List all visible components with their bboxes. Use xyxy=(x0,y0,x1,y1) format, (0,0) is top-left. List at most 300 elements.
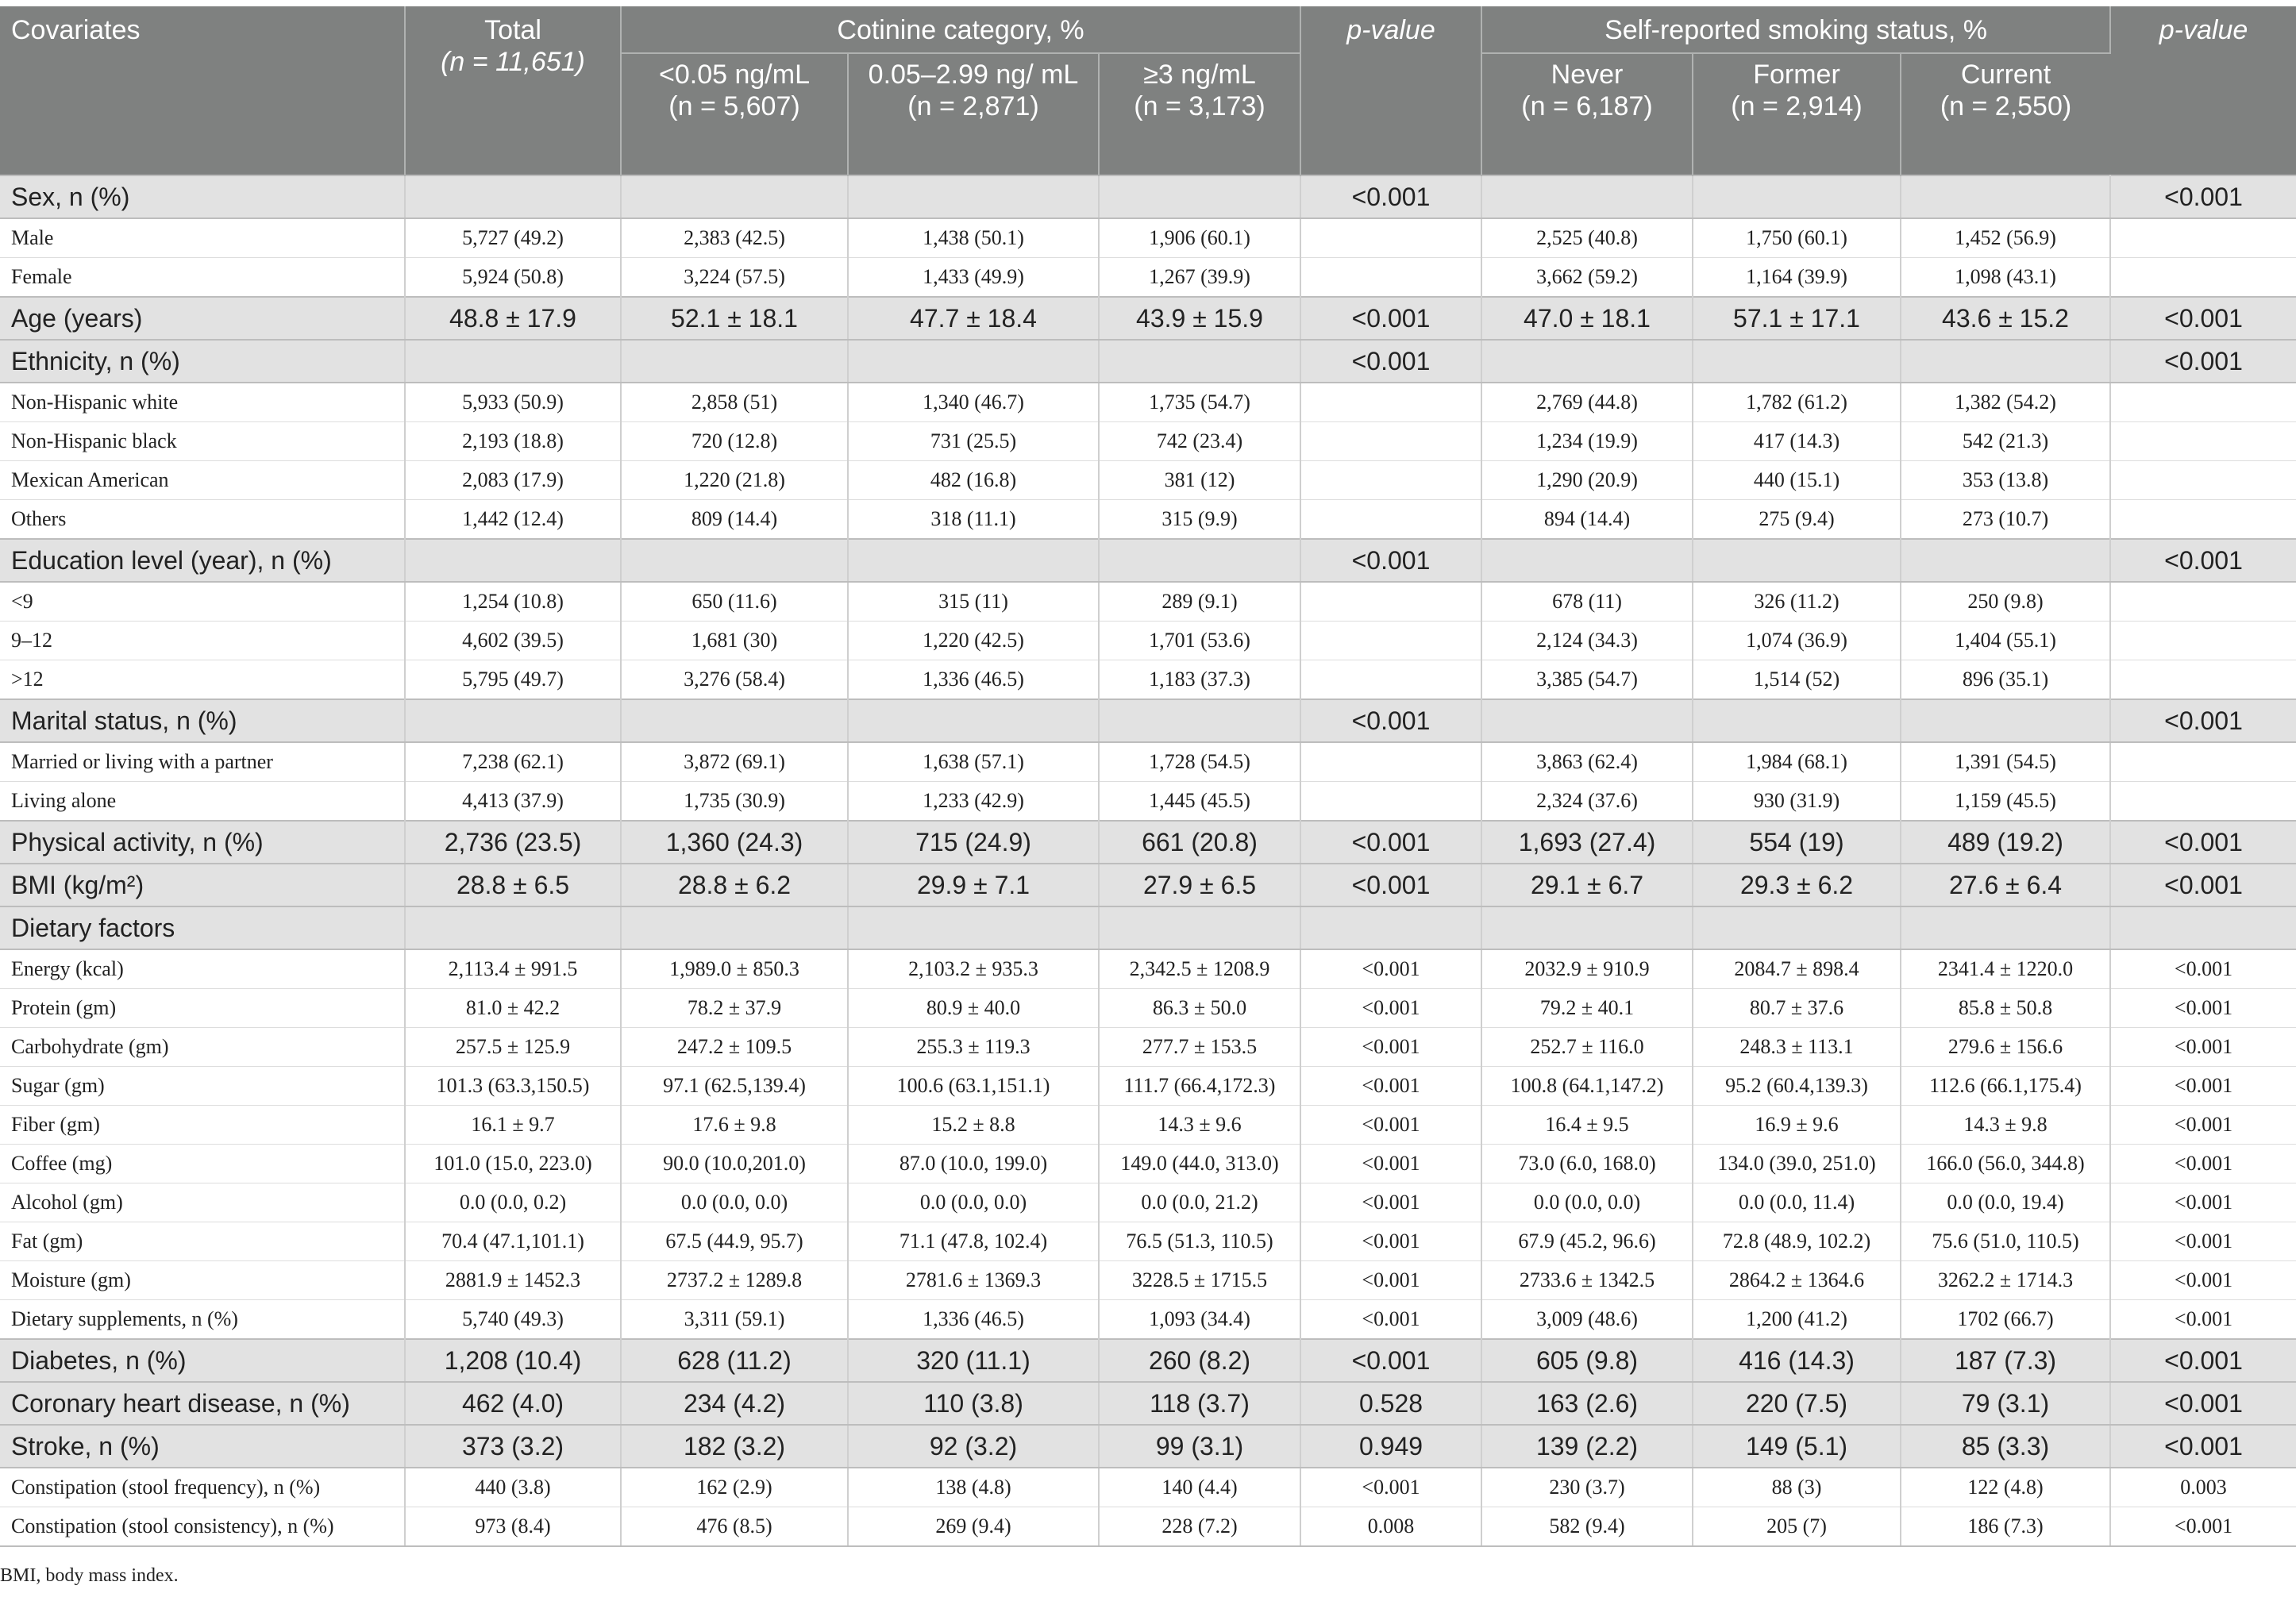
cell-former: 416 (14.3) xyxy=(1693,1339,1901,1382)
cell-covariate: Coronary heart disease, n (%) xyxy=(0,1382,405,1425)
table-row xyxy=(0,383,2296,422)
cell-cotinine-low xyxy=(621,699,848,742)
table-row xyxy=(0,742,2296,782)
table-row xyxy=(0,989,2296,1028)
cell-cotinine-high: 1,701 (53.6) xyxy=(1099,622,1300,660)
cell-pvalue-cotinine: 0.949 xyxy=(1300,1425,1481,1468)
cell-never: 1,290 (20.9) xyxy=(1481,461,1693,500)
cell-covariate: Constipation (stool frequency), n (%) xyxy=(0,1468,405,1507)
cell-pvalue-smoking: <0.001 xyxy=(2110,1507,2296,1547)
cell-covariate: Female xyxy=(0,258,405,298)
cell-cotinine-low: 1,735 (30.9) xyxy=(621,782,848,822)
cell-former xyxy=(1693,340,1901,383)
cell-pvalue-smoking: <0.001 xyxy=(2110,699,2296,742)
cell-cotinine-low: 2,858 (51) xyxy=(621,383,848,422)
cell-pvalue-smoking: <0.001 xyxy=(2110,1425,2296,1468)
cell-cotinine-high: 43.9 ± 15.9 xyxy=(1099,297,1300,340)
cell-cotinine-low: 476 (8.5) xyxy=(621,1507,848,1547)
table-footnote: BMI, body mass index. xyxy=(0,1565,179,1586)
cell-never xyxy=(1481,699,1693,742)
cell-total: 2,083 (17.9) xyxy=(405,461,621,500)
cell-never: 230 (3.7) xyxy=(1481,1468,1693,1507)
cell-former: 440 (15.1) xyxy=(1693,461,1901,500)
cell-cotinine-mid xyxy=(848,699,1099,742)
cell-cotinine-low: 182 (3.2) xyxy=(621,1425,848,1468)
cell-cotinine-mid xyxy=(848,539,1099,582)
cell-total xyxy=(405,699,621,742)
cell-total: 2,113.4 ± 991.5 xyxy=(405,949,621,989)
cell-cotinine-mid xyxy=(848,906,1099,949)
cell-total xyxy=(405,175,621,218)
cell-cotinine-high xyxy=(1099,699,1300,742)
table-row xyxy=(0,906,2296,949)
cell-current xyxy=(1901,340,2110,383)
cell-cotinine-low: 28.8 ± 6.2 xyxy=(621,864,848,906)
cell-total: 70.4 (47.1,101.1) xyxy=(405,1222,621,1261)
cell-covariate: <9 xyxy=(0,582,405,622)
cell-current: 122 (4.8) xyxy=(1901,1468,2110,1507)
cell-cotinine-mid: 1,433 (49.9) xyxy=(848,258,1099,298)
cell-former: 72.8 (48.9, 102.2) xyxy=(1693,1222,1901,1261)
cell-cotinine-mid: 1,233 (42.9) xyxy=(848,782,1099,822)
cell-cotinine-mid: 92 (3.2) xyxy=(848,1425,1099,1468)
cell-current: 112.6 (66.1,175.4) xyxy=(1901,1067,2110,1106)
cell-current: 1,159 (45.5) xyxy=(1901,782,2110,822)
cell-pvalue-cotinine xyxy=(1300,258,1481,298)
cell-pvalue-cotinine xyxy=(1300,461,1481,500)
cell-cotinine-mid: 269 (9.4) xyxy=(848,1507,1099,1547)
table-row xyxy=(0,1145,2296,1183)
header-current-n: (n = 2,550) xyxy=(1940,91,2072,121)
cell-total: 81.0 ± 42.2 xyxy=(405,989,621,1028)
cell-never: 2,324 (37.6) xyxy=(1481,782,1693,822)
cell-covariate: Protein (gm) xyxy=(0,989,405,1028)
cell-former: 275 (9.4) xyxy=(1693,500,1901,540)
cell-cotinine-low: 650 (11.6) xyxy=(621,582,848,622)
cell-cotinine-high: 315 (9.9) xyxy=(1099,500,1300,540)
cell-pvalue-smoking xyxy=(2110,461,2296,500)
cell-covariate: Education level (year), n (%) xyxy=(0,539,405,582)
cell-cotinine-mid: 87.0 (10.0, 199.0) xyxy=(848,1145,1099,1183)
table-row xyxy=(0,340,2296,383)
cell-cotinine-high: 2,342.5 ± 1208.9 xyxy=(1099,949,1300,989)
cell-current: 166.0 (56.0, 344.8) xyxy=(1901,1145,2110,1183)
cell-never: 678 (11) xyxy=(1481,582,1693,622)
cell-current xyxy=(1901,699,2110,742)
table-row xyxy=(0,1468,2296,1507)
cell-covariate: Carbohydrate (gm) xyxy=(0,1028,405,1067)
cell-cotinine-low: 3,276 (58.4) xyxy=(621,660,848,700)
cell-pvalue-smoking: <0.001 xyxy=(2110,175,2296,218)
cell-cotinine-mid: 29.9 ± 7.1 xyxy=(848,864,1099,906)
cell-covariate: Age (years) xyxy=(0,297,405,340)
cell-current xyxy=(1901,906,2110,949)
cell-cotinine-low: 234 (4.2) xyxy=(621,1382,848,1425)
table-row xyxy=(0,258,2296,298)
cell-covariate: Married or living with a partner xyxy=(0,742,405,782)
cell-covariate: Male xyxy=(0,218,405,258)
cell-pvalue-smoking xyxy=(2110,422,2296,461)
cell-pvalue-cotinine: <0.001 xyxy=(1300,864,1481,906)
cell-total: 440 (3.8) xyxy=(405,1468,621,1507)
cell-former xyxy=(1693,699,1901,742)
cell-cotinine-low: 720 (12.8) xyxy=(621,422,848,461)
cell-cotinine-mid: 318 (11.1) xyxy=(848,500,1099,540)
cell-cotinine-high: 277.7 ± 153.5 xyxy=(1099,1028,1300,1067)
cell-cotinine-mid: 138 (4.8) xyxy=(848,1468,1099,1507)
cell-covariate: Moisture (gm) xyxy=(0,1261,405,1300)
cell-never: 252.7 ± 116.0 xyxy=(1481,1028,1693,1067)
table-row xyxy=(0,949,2296,989)
cell-cotinine-mid: 0.0 (0.0, 0.0) xyxy=(848,1183,1099,1222)
cell-pvalue-smoking xyxy=(2110,782,2296,822)
cell-never: 163 (2.6) xyxy=(1481,1382,1693,1425)
cell-covariate: Non-Hispanic white xyxy=(0,383,405,422)
cell-never: 100.8 (64.1,147.2) xyxy=(1481,1067,1693,1106)
cell-never xyxy=(1481,906,1693,949)
cell-total: 5,924 (50.8) xyxy=(405,258,621,298)
cell-pvalue-smoking: <0.001 xyxy=(2110,949,2296,989)
cell-pvalue-smoking xyxy=(2110,742,2296,782)
cell-covariate: Dietary supplements, n (%) xyxy=(0,1300,405,1340)
table-row xyxy=(0,297,2296,340)
cell-cotinine-high: 1,735 (54.7) xyxy=(1099,383,1300,422)
cell-pvalue-cotinine: <0.001 xyxy=(1300,989,1481,1028)
header-cotinine-mid-n: (n = 2,871) xyxy=(907,91,1039,121)
cell-former: 417 (14.3) xyxy=(1693,422,1901,461)
cell-current: 273 (10.7) xyxy=(1901,500,2110,540)
cell-covariate: Marital status, n (%) xyxy=(0,699,405,742)
cell-cotinine-mid xyxy=(848,175,1099,218)
cell-cotinine-mid: 315 (11) xyxy=(848,582,1099,622)
cell-never: 2733.6 ± 1342.5 xyxy=(1481,1261,1693,1300)
cell-cotinine-low xyxy=(621,340,848,383)
cell-cotinine-high: 1,728 (54.5) xyxy=(1099,742,1300,782)
cell-current: 85 (3.3) xyxy=(1901,1425,2110,1468)
table-body xyxy=(0,175,2296,1546)
cell-never: 3,385 (54.7) xyxy=(1481,660,1693,700)
cell-cotinine-low: 0.0 (0.0, 0.0) xyxy=(621,1183,848,1222)
table-row xyxy=(0,1222,2296,1261)
cell-cotinine-mid: 715 (24.9) xyxy=(848,821,1099,864)
cell-total xyxy=(405,906,621,949)
header-current-label: Current xyxy=(1960,60,2051,90)
cell-pvalue-smoking: <0.001 xyxy=(2110,297,2296,340)
cell-covariate: 9–12 xyxy=(0,622,405,660)
header-never xyxy=(1481,53,1693,175)
cell-covariate: Non-Hispanic black xyxy=(0,422,405,461)
cell-former: 220 (7.5) xyxy=(1693,1382,1901,1425)
cell-former: 326 (11.2) xyxy=(1693,582,1901,622)
header-cotinine-low-n: (n = 5,607) xyxy=(668,91,800,121)
cell-cotinine-high: 742 (23.4) xyxy=(1099,422,1300,461)
cell-cotinine-low: 1,681 (30) xyxy=(621,622,848,660)
cell-never: 3,662 (59.2) xyxy=(1481,258,1693,298)
cell-covariate: Stroke, n (%) xyxy=(0,1425,405,1468)
cell-current: 1,404 (55.1) xyxy=(1901,622,2110,660)
cell-cotinine-low xyxy=(621,175,848,218)
cell-former xyxy=(1693,175,1901,218)
cell-cotinine-mid: 47.7 ± 18.4 xyxy=(848,297,1099,340)
cell-total: 101.3 (63.3,150.5) xyxy=(405,1067,621,1106)
cell-pvalue-smoking: <0.001 xyxy=(2110,1382,2296,1425)
cell-pvalue-smoking: <0.001 xyxy=(2110,1106,2296,1145)
cell-pvalue-cotinine: <0.001 xyxy=(1300,1261,1481,1300)
cell-cotinine-low: 1,360 (24.3) xyxy=(621,821,848,864)
cell-current: 27.6 ± 6.4 xyxy=(1901,864,2110,906)
table-row xyxy=(0,218,2296,258)
cell-total: 0.0 (0.0, 0.2) xyxy=(405,1183,621,1222)
cell-pvalue-smoking: <0.001 xyxy=(2110,1300,2296,1340)
cell-pvalue-cotinine: <0.001 xyxy=(1300,1028,1481,1067)
header-covariates: Covariates xyxy=(0,6,405,175)
cell-pvalue-smoking: <0.001 xyxy=(2110,340,2296,383)
cell-current: 1702 (66.7) xyxy=(1901,1300,2110,1340)
cell-never: 2,525 (40.8) xyxy=(1481,218,1693,258)
header-cotinine-low xyxy=(621,53,848,175)
cell-current: 250 (9.8) xyxy=(1901,582,2110,622)
cell-never: 2,124 (34.3) xyxy=(1481,622,1693,660)
cell-cotinine-high: 118 (3.7) xyxy=(1099,1382,1300,1425)
cell-pvalue-cotinine xyxy=(1300,582,1481,622)
cell-cotinine-high: 0.0 (0.0, 21.2) xyxy=(1099,1183,1300,1222)
cell-cotinine-mid: 731 (25.5) xyxy=(848,422,1099,461)
cell-current: 353 (13.8) xyxy=(1901,461,2110,500)
cell-never: 582 (9.4) xyxy=(1481,1507,1693,1547)
cell-covariate: Energy (kcal) xyxy=(0,949,405,989)
cell-cotinine-mid: 482 (16.8) xyxy=(848,461,1099,500)
cell-former: 0.0 (0.0, 11.4) xyxy=(1693,1183,1901,1222)
cell-pvalue-cotinine: <0.001 xyxy=(1300,1339,1481,1382)
cell-never: 2032.9 ± 910.9 xyxy=(1481,949,1693,989)
header-cotinine-high xyxy=(1099,53,1300,175)
cell-cotinine-high xyxy=(1099,906,1300,949)
cell-total: 28.8 ± 6.5 xyxy=(405,864,621,906)
cell-total: 257.5 ± 125.9 xyxy=(405,1028,621,1067)
cell-cotinine-low: 1,220 (21.8) xyxy=(621,461,848,500)
cell-current: 1,098 (43.1) xyxy=(1901,258,2110,298)
cell-total: 101.0 (15.0, 223.0) xyxy=(405,1145,621,1183)
cell-total: 2,736 (23.5) xyxy=(405,821,621,864)
cell-cotinine-high: 381 (12) xyxy=(1099,461,1300,500)
cell-total: 1,208 (10.4) xyxy=(405,1339,621,1382)
cell-cotinine-low: 2737.2 ± 1289.8 xyxy=(621,1261,848,1300)
cell-cotinine-low: 247.2 ± 109.5 xyxy=(621,1028,848,1067)
cell-pvalue-cotinine: 0.008 xyxy=(1300,1507,1481,1547)
cell-current xyxy=(1901,175,2110,218)
cell-covariate: Sex, n (%) xyxy=(0,175,405,218)
cell-pvalue-smoking xyxy=(2110,660,2296,700)
cell-pvalue-smoking xyxy=(2110,906,2296,949)
cell-pvalue-smoking xyxy=(2110,622,2296,660)
cell-current: 14.3 ± 9.8 xyxy=(1901,1106,2110,1145)
cell-never: 79.2 ± 40.1 xyxy=(1481,989,1693,1028)
table-row xyxy=(0,622,2296,660)
cell-pvalue-cotinine xyxy=(1300,422,1481,461)
cell-cotinine-mid: 1,336 (46.5) xyxy=(848,1300,1099,1340)
cell-current: 85.8 ± 50.8 xyxy=(1901,989,2110,1028)
cell-current: 489 (19.2) xyxy=(1901,821,2110,864)
table-row xyxy=(0,1106,2296,1145)
cell-cotinine-high: 1,093 (34.4) xyxy=(1099,1300,1300,1340)
cell-pvalue-cotinine: 0.528 xyxy=(1300,1382,1481,1425)
cell-cotinine-high xyxy=(1099,175,1300,218)
table-row xyxy=(0,1028,2296,1067)
cell-pvalue-smoking xyxy=(2110,218,2296,258)
table-row xyxy=(0,660,2296,700)
cell-total: 2,193 (18.8) xyxy=(405,422,621,461)
cell-current: 79 (3.1) xyxy=(1901,1382,2110,1425)
cell-cotinine-low: 67.5 (44.9, 95.7) xyxy=(621,1222,848,1261)
cell-cotinine-high: 289 (9.1) xyxy=(1099,582,1300,622)
cell-cotinine-low: 3,224 (57.5) xyxy=(621,258,848,298)
cell-cotinine-mid: 1,340 (46.7) xyxy=(848,383,1099,422)
header-total-n: (n = 11,651) xyxy=(441,47,585,77)
cell-pvalue-cotinine: <0.001 xyxy=(1300,1222,1481,1261)
cell-pvalue-smoking: <0.001 xyxy=(2110,1261,2296,1300)
header-never-label: Never xyxy=(1551,60,1624,90)
cell-pvalue-smoking xyxy=(2110,383,2296,422)
cell-total: 5,933 (50.9) xyxy=(405,383,621,422)
header-total-label: Total xyxy=(484,15,541,45)
table-row xyxy=(0,539,2296,582)
cell-pvalue-cotinine: <0.001 xyxy=(1300,297,1481,340)
cell-total: 5,727 (49.2) xyxy=(405,218,621,258)
cell-never xyxy=(1481,340,1693,383)
cell-current: 542 (21.3) xyxy=(1901,422,2110,461)
cell-never: 894 (14.4) xyxy=(1481,500,1693,540)
cell-cotinine-high: 86.3 ± 50.0 xyxy=(1099,989,1300,1028)
cell-total: 5,740 (49.3) xyxy=(405,1300,621,1340)
table-row xyxy=(0,1067,2296,1106)
cell-former: 2084.7 ± 898.4 xyxy=(1693,949,1901,989)
cell-pvalue-cotinine xyxy=(1300,622,1481,660)
cell-cotinine-mid: 2781.6 ± 1369.3 xyxy=(848,1261,1099,1300)
cell-former: 930 (31.9) xyxy=(1693,782,1901,822)
cell-former: 1,782 (61.2) xyxy=(1693,383,1901,422)
cell-former: 16.9 ± 9.6 xyxy=(1693,1106,1901,1145)
header-pvalue-cotinine: p-value xyxy=(1300,6,1481,175)
cell-pvalue-cotinine xyxy=(1300,500,1481,540)
cell-cotinine-high: 1,267 (39.9) xyxy=(1099,258,1300,298)
cell-never: 47.0 ± 18.1 xyxy=(1481,297,1693,340)
cell-total xyxy=(405,340,621,383)
table-row xyxy=(0,699,2296,742)
table-row xyxy=(0,175,2296,218)
cell-total: 7,238 (62.1) xyxy=(405,742,621,782)
cell-never xyxy=(1481,539,1693,582)
cell-pvalue-smoking: <0.001 xyxy=(2110,1145,2296,1183)
cell-never xyxy=(1481,175,1693,218)
cell-total: 16.1 ± 9.7 xyxy=(405,1106,621,1145)
cell-current: 186 (7.3) xyxy=(1901,1507,2110,1547)
cell-cotinine-mid: 100.6 (63.1,151.1) xyxy=(848,1067,1099,1106)
cell-pvalue-smoking xyxy=(2110,500,2296,540)
cell-covariate: Fat (gm) xyxy=(0,1222,405,1261)
cell-covariate: Others xyxy=(0,500,405,540)
cell-cotinine-low: 2,383 (42.5) xyxy=(621,218,848,258)
table-row xyxy=(0,1339,2296,1382)
cell-current: 896 (35.1) xyxy=(1901,660,2110,700)
cell-current: 75.6 (51.0, 110.5) xyxy=(1901,1222,2110,1261)
cell-cotinine-high: 260 (8.2) xyxy=(1099,1339,1300,1382)
cell-pvalue-cotinine xyxy=(1300,782,1481,822)
cell-current: 3262.2 ± 1714.3 xyxy=(1901,1261,2110,1300)
table-row xyxy=(0,1382,2296,1425)
cell-former: 29.3 ± 6.2 xyxy=(1693,864,1901,906)
cell-cotinine-mid: 71.1 (47.8, 102.4) xyxy=(848,1222,1099,1261)
cell-pvalue-cotinine: <0.001 xyxy=(1300,1468,1481,1507)
cell-pvalue-smoking xyxy=(2110,582,2296,622)
cell-cotinine-low: 3,311 (59.1) xyxy=(621,1300,848,1340)
cell-cotinine-mid: 80.9 ± 40.0 xyxy=(848,989,1099,1028)
table-row xyxy=(0,461,2296,500)
cell-total: 373 (3.2) xyxy=(405,1425,621,1468)
table-row xyxy=(0,500,2296,540)
cell-pvalue-cotinine: <0.001 xyxy=(1300,1300,1481,1340)
cell-covariate: BMI (kg/m²) xyxy=(0,864,405,906)
cell-cotinine-high: 661 (20.8) xyxy=(1099,821,1300,864)
cell-former: 95.2 (60.4,139.3) xyxy=(1693,1067,1901,1106)
cell-former: 205 (7) xyxy=(1693,1507,1901,1547)
cell-pvalue-smoking: <0.001 xyxy=(2110,1028,2296,1067)
cell-pvalue-cotinine xyxy=(1300,742,1481,782)
cell-cotinine-high: 140 (4.4) xyxy=(1099,1468,1300,1507)
cell-pvalue-cotinine: <0.001 xyxy=(1300,1183,1481,1222)
cell-former: 248.3 ± 113.1 xyxy=(1693,1028,1901,1067)
cell-cotinine-high: 111.7 (66.4,172.3) xyxy=(1099,1067,1300,1106)
cell-pvalue-smoking: 0.003 xyxy=(2110,1468,2296,1507)
cell-never: 67.9 (45.2, 96.6) xyxy=(1481,1222,1693,1261)
cell-cotinine-mid: 1,638 (57.1) xyxy=(848,742,1099,782)
cell-total: 4,413 (37.9) xyxy=(405,782,621,822)
cell-never: 3,863 (62.4) xyxy=(1481,742,1693,782)
cell-cotinine-low: 17.6 ± 9.8 xyxy=(621,1106,848,1145)
table-row xyxy=(0,821,2296,864)
cell-total xyxy=(405,539,621,582)
cell-current: 0.0 (0.0, 19.4) xyxy=(1901,1183,2110,1222)
cell-cotinine-high: 228 (7.2) xyxy=(1099,1507,1300,1547)
cell-current: 279.6 ± 156.6 xyxy=(1901,1028,2110,1067)
cell-pvalue-cotinine: <0.001 xyxy=(1300,175,1481,218)
cell-pvalue-cotinine: <0.001 xyxy=(1300,699,1481,742)
header-former xyxy=(1693,53,1901,175)
cell-cotinine-low: 52.1 ± 18.1 xyxy=(621,297,848,340)
cell-cotinine-mid: 1,220 (42.5) xyxy=(848,622,1099,660)
cell-never: 1,693 (27.4) xyxy=(1481,821,1693,864)
table-row xyxy=(0,422,2296,461)
cell-cotinine-low xyxy=(621,539,848,582)
cell-pvalue-cotinine: <0.001 xyxy=(1300,1106,1481,1145)
header-cotinine-mid-label: 0.05–2.99 ng/ mL xyxy=(868,60,1079,90)
cell-former: 149 (5.1) xyxy=(1693,1425,1901,1468)
cell-covariate: Fiber (gm) xyxy=(0,1106,405,1145)
cell-former: 1,164 (39.9) xyxy=(1693,258,1901,298)
cell-former xyxy=(1693,906,1901,949)
cell-current: 1,382 (54.2) xyxy=(1901,383,2110,422)
cell-former: 1,750 (60.1) xyxy=(1693,218,1901,258)
cell-cotinine-high xyxy=(1099,340,1300,383)
cell-current xyxy=(1901,539,2110,582)
cell-never: 73.0 (6.0, 168.0) xyxy=(1481,1145,1693,1183)
cell-pvalue-cotinine xyxy=(1300,218,1481,258)
cell-former: 134.0 (39.0, 251.0) xyxy=(1693,1145,1901,1183)
cell-current: 43.6 ± 15.2 xyxy=(1901,297,2110,340)
cell-never: 16.4 ± 9.5 xyxy=(1481,1106,1693,1145)
cell-cotinine-low: 1,989.0 ± 850.3 xyxy=(621,949,848,989)
cell-pvalue-smoking: <0.001 xyxy=(2110,821,2296,864)
cell-former: 1,514 (52) xyxy=(1693,660,1901,700)
